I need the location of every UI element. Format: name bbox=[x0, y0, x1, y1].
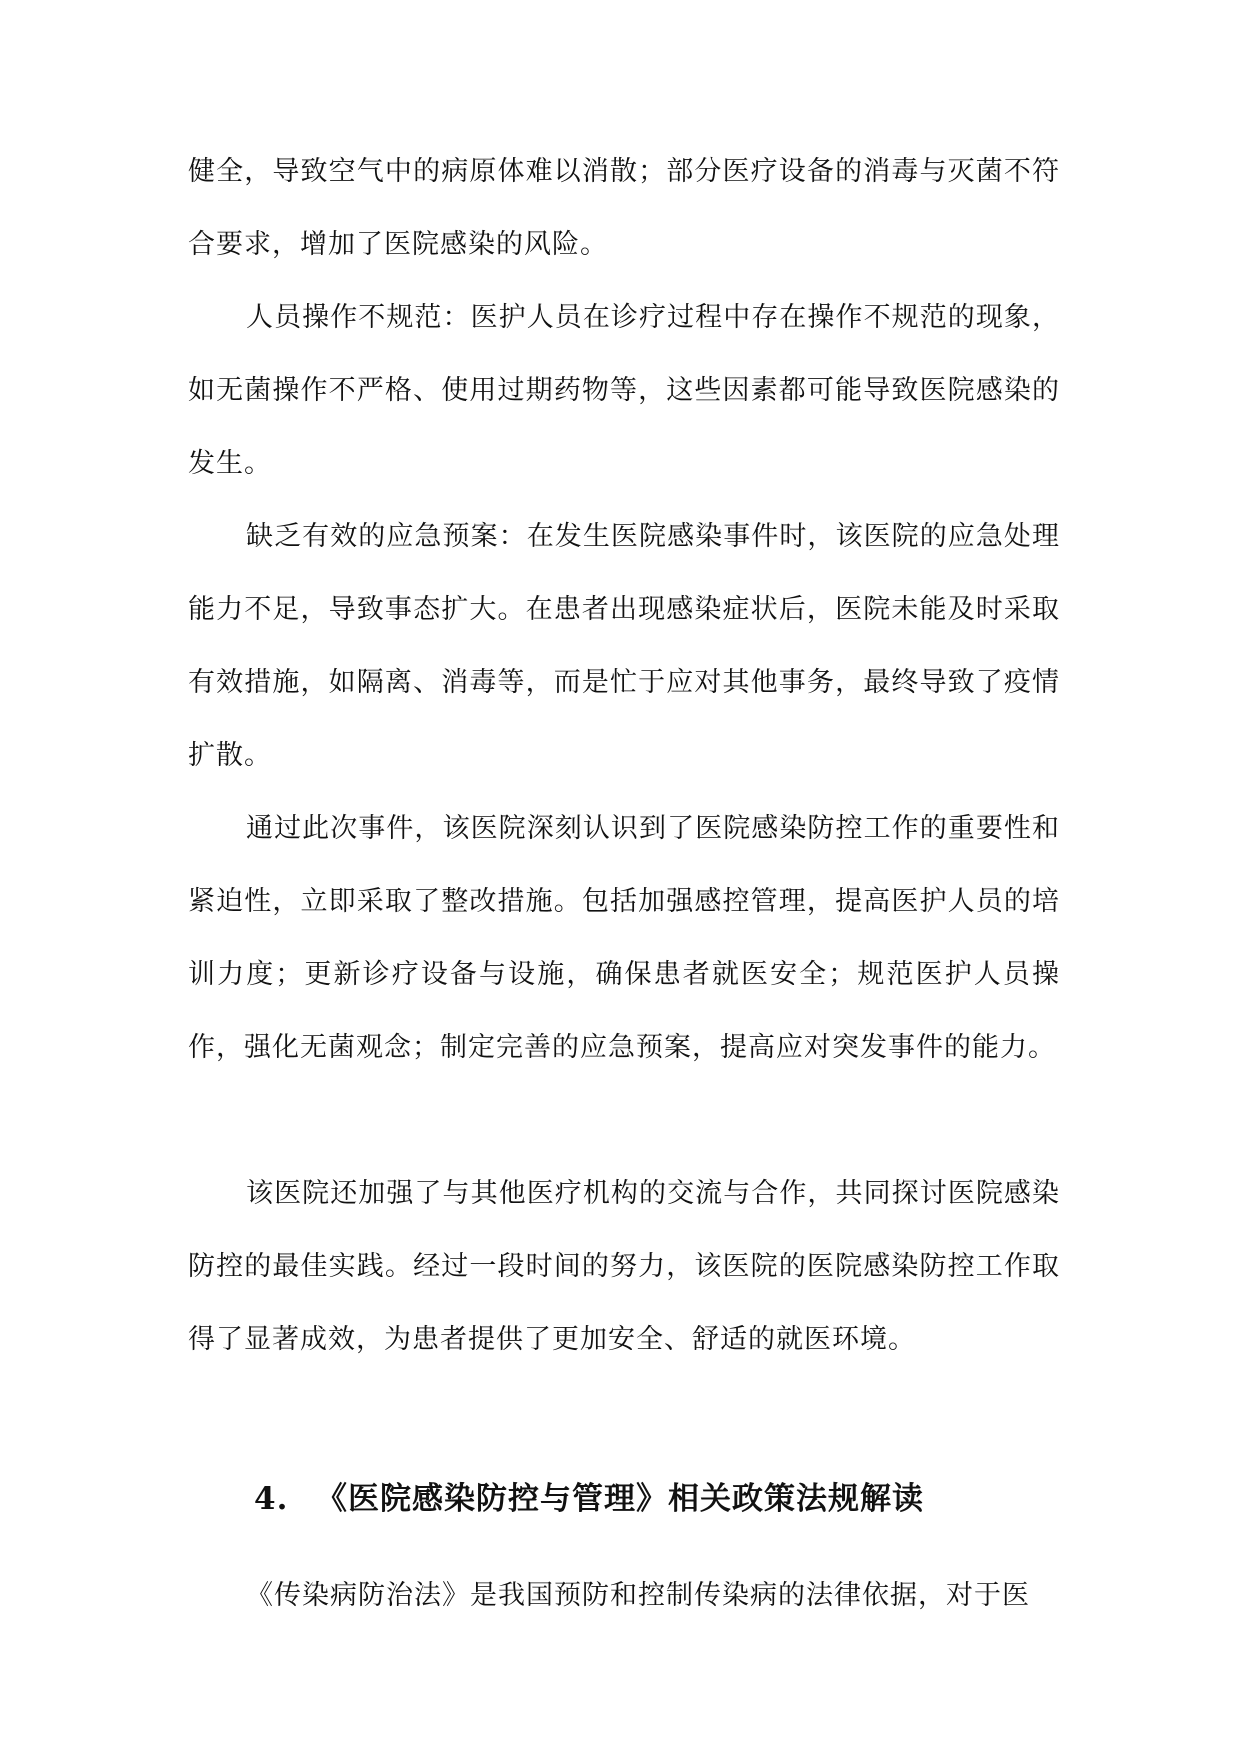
paragraph-cooperation: 该医院还加强了与其他医疗机构的交流与合作，共同探讨医院感染防控的最佳实践。经过一段时间的努力，该医院的医院感染防控工作取得了显著成效，为患者提供了更加安全、舒适的就医环境。 bbox=[188, 1178, 1060, 1355]
paragraph-emergency-plan: 缺乏有效的应急预案：在发生医院感染事件时，该医院的应急处理能力不足，导致事态扩大。在患者出现感染症状后，医院未能及时采取有效措施，如隔离、消毒等，而是忙于应对其他事务，最终导致了疫情扩散。 bbox=[188, 521, 1060, 771]
paragraph-continuation: 健全，导致空气中的病原体难以消散；部分医疗设备的消毒与灭菌不符合要求，增加了医院感染的风险。 bbox=[188, 156, 1060, 260]
paragraph-rectification: 通过此次事件，该医院深刻认识到了医院感染防控工作的重要性和紧迫性，立即采取了整改措施。包括加强感控管理，提高医护人员的培训力度；更新诊疗设备与设施，确保患者就医安全；规范医护人员操作，强化无菌观念；制定完善的应急预案，提高应对突发事件的能力。 bbox=[188, 813, 1060, 1063]
section-heading bbox=[254, 1471, 924, 1527]
paragraph-personnel-operation: 人员操作不规范：医护人员在诊疗过程中存在操作不规范的现象，如无菌操作不严格、使用过期药物等，这些因素都可能导致医院感染的发生。 bbox=[188, 302, 1060, 479]
paragraph-law-intro: 《传染病防治法》是我国预防和控制传染病的法律依据，对于医 bbox=[246, 1580, 1030, 1611]
section-title: 《医院感染防控与管理》相关政策法规解读 bbox=[316, 1481, 924, 1517]
section-number: 4. bbox=[254, 1481, 289, 1517]
